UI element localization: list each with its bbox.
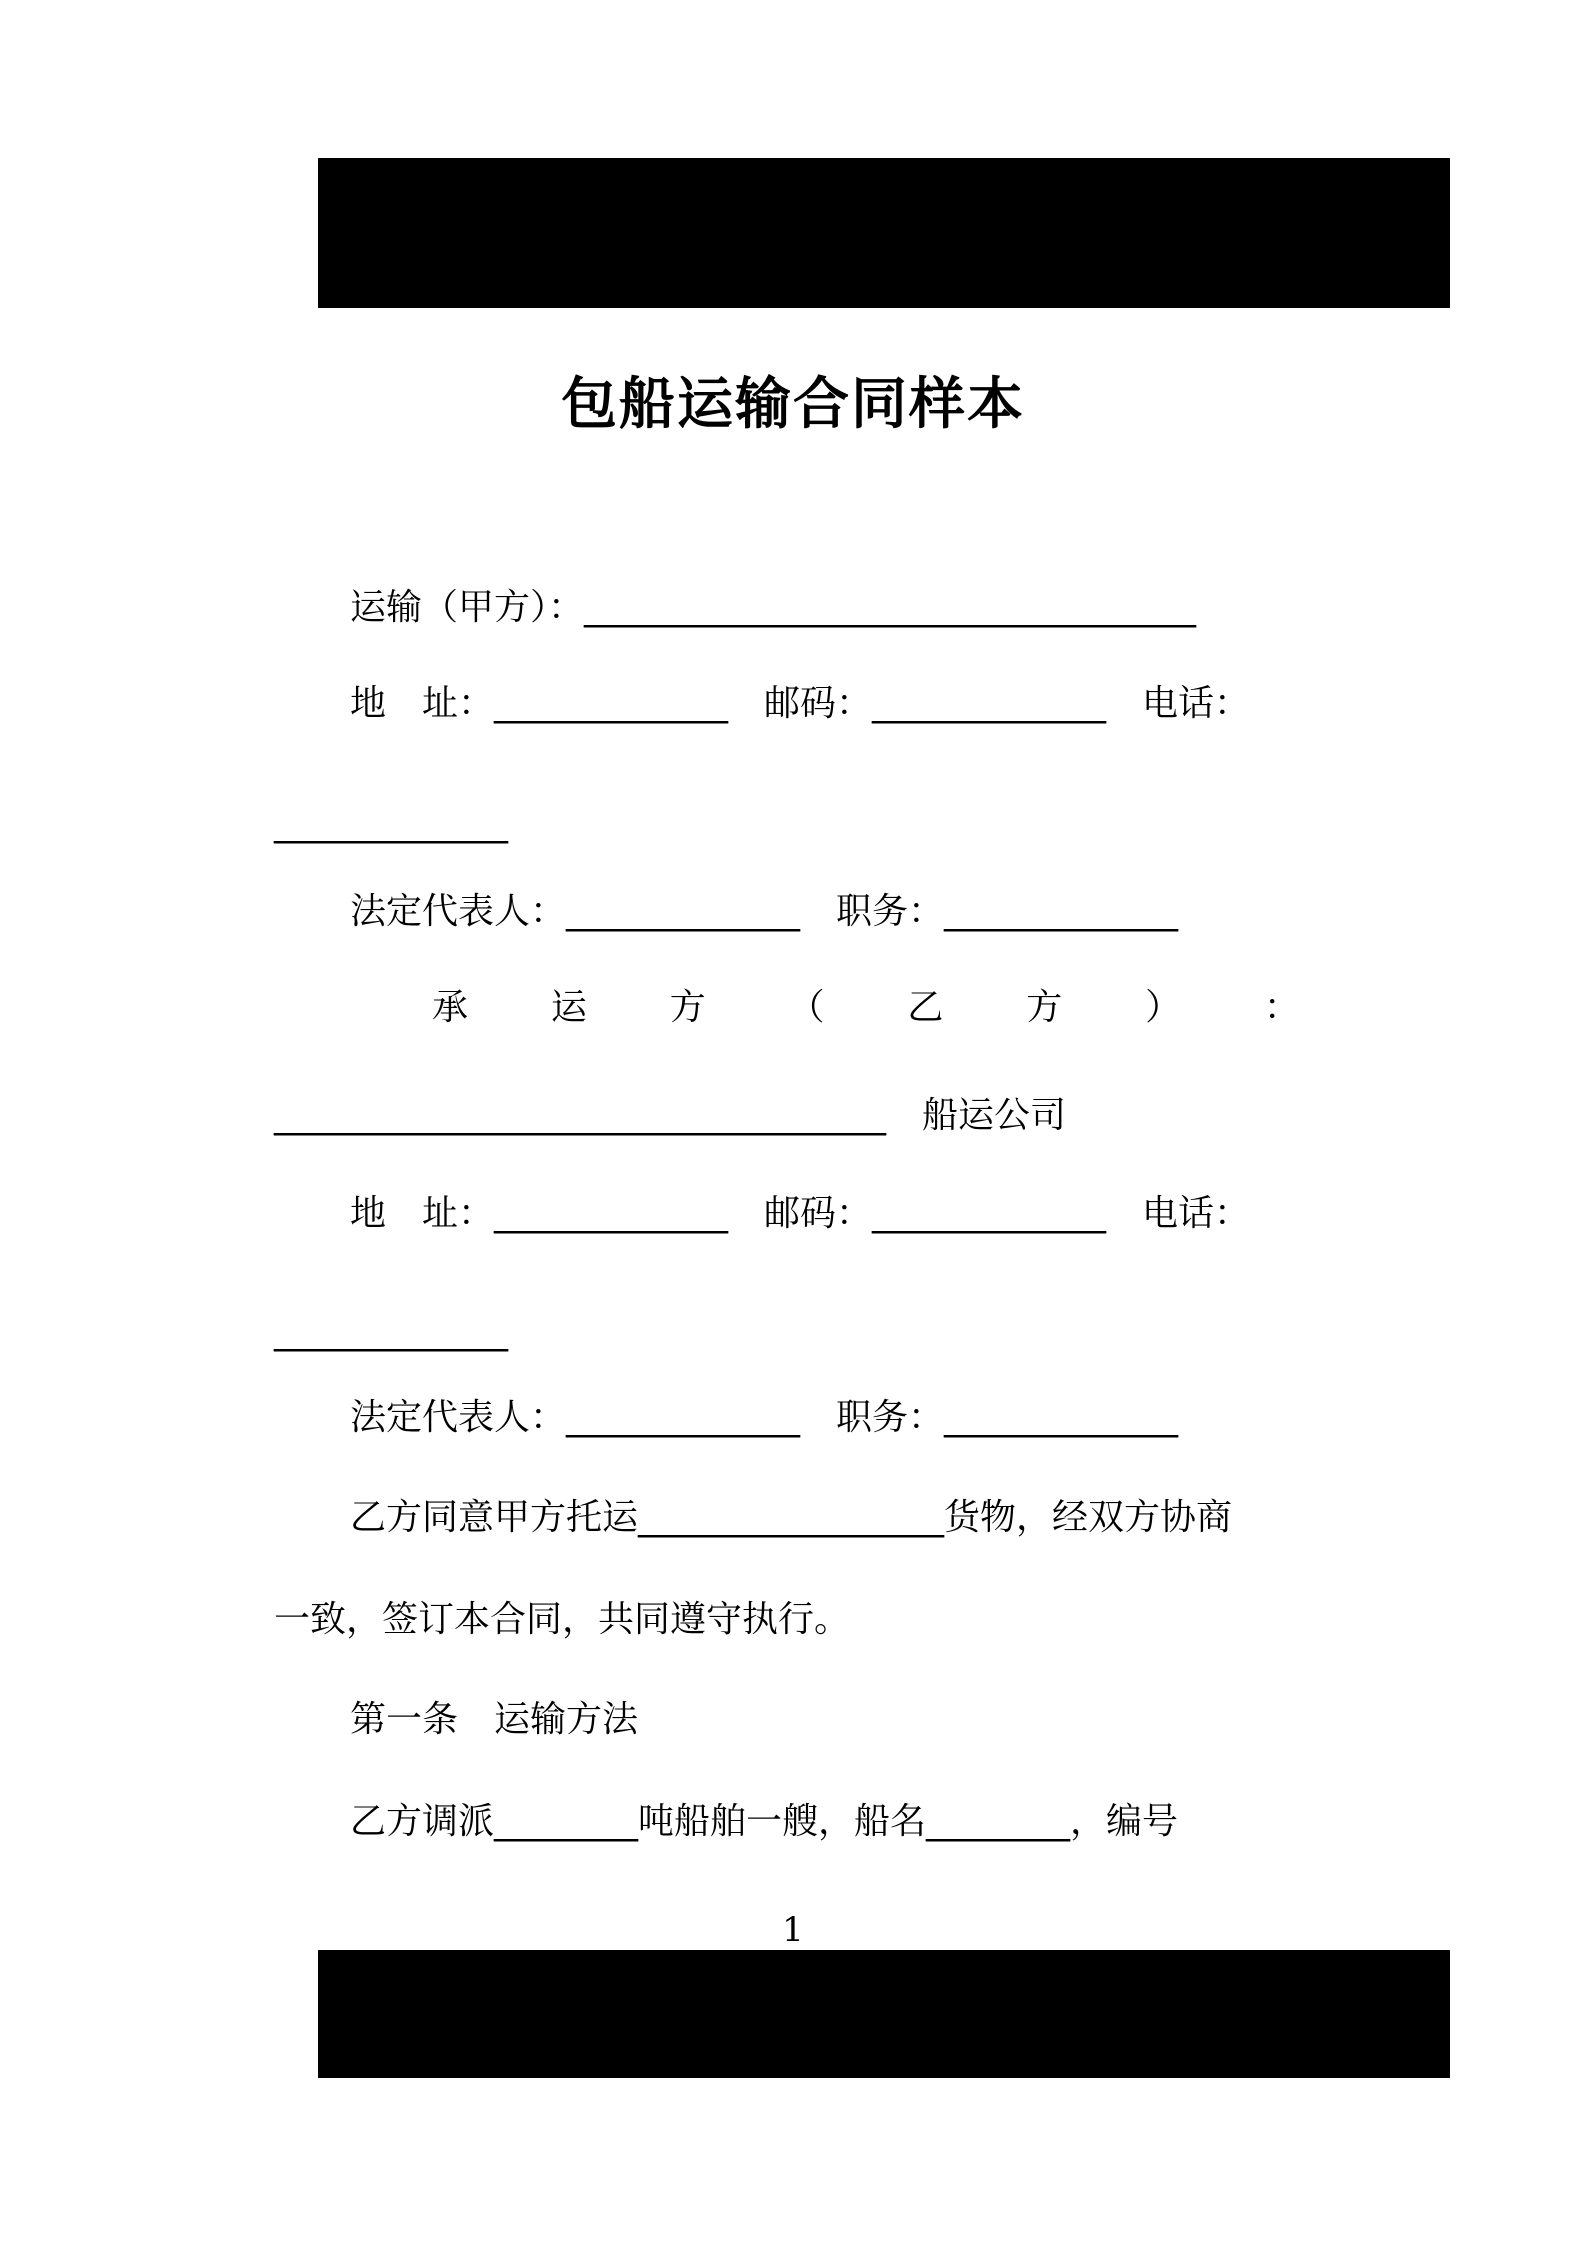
party-b-char: 乙 (907, 987, 944, 1028)
party-b-char: 运 (550, 987, 587, 1028)
party-a-line: 运输（甲方）：__________________________________ (350, 587, 1197, 628)
party-a-representative-line: 法定代表人：_____________ 职务：_____________ (350, 891, 1179, 932)
party-b-char: 方 (1026, 987, 1063, 1028)
party-b-phone-blank: _____________ (274, 1311, 508, 1352)
article-one-text: 乙方调派________吨船舶一艘，船名________，编号 (350, 1801, 1179, 1842)
redaction-bar-bottom (318, 1950, 1450, 2078)
agreement-paragraph-line-2: 一致，签订本合同，共同遵守执行。 (274, 1599, 851, 1640)
redaction-bar-top (318, 158, 1450, 308)
party-b-address-line: 地 址：_____________ 邮码：_____________ 电话： (350, 1193, 1251, 1234)
party-b-char: （ (788, 987, 825, 1028)
party-a-phone-blank: _____________ (274, 803, 508, 844)
party-b-char: 承 (432, 987, 469, 1028)
document-title: 包船运输合同样本 (561, 372, 1025, 437)
page-number: 1 (782, 1910, 804, 1950)
party-b-company-line: __________________________________ 船运公司 (274, 1095, 1067, 1136)
party-b-label (432, 984, 1300, 1032)
party-b-char: ） (1145, 987, 1182, 1028)
article-one-heading: 第一条 运输方法 (350, 1699, 639, 1740)
party-a-address-line: 地 址：_____________ 邮码：_____________ 电话： (350, 683, 1251, 724)
party-b-char: 方 (669, 987, 706, 1028)
party-b-representative-line: 法定代表人：_____________ 职务：_____________ (350, 1397, 1179, 1438)
agreement-paragraph-line-1: 乙方同意甲方托运_________________货物，经双方协商 (350, 1497, 1233, 1538)
party-b-char: ： (1263, 987, 1300, 1028)
